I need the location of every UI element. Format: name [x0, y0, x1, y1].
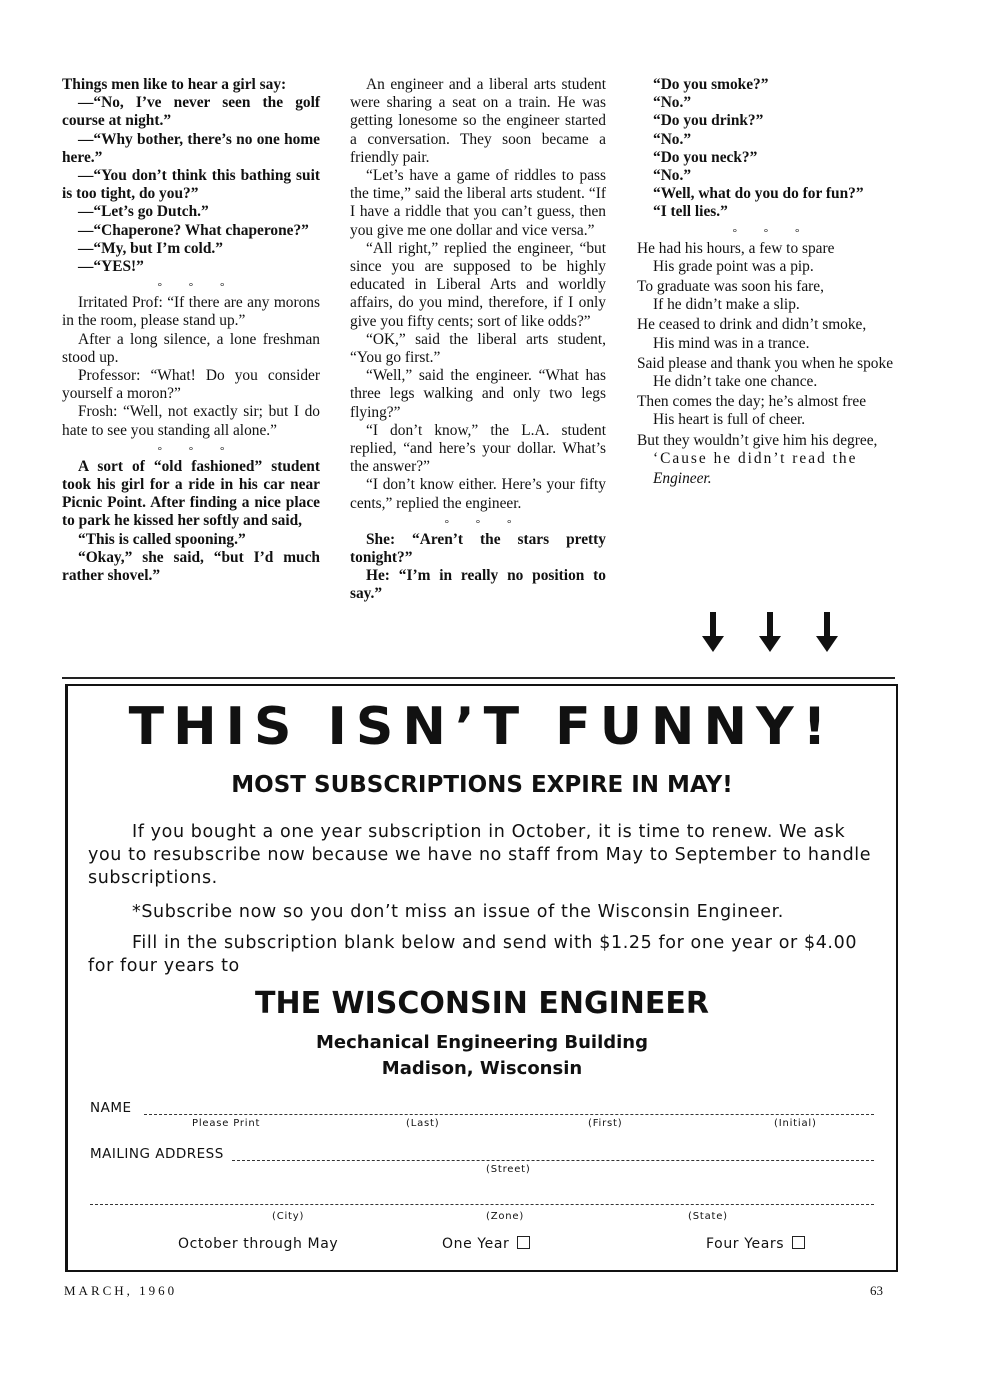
arrow-down-icon [757, 612, 783, 652]
joke-line: —“Why bother, there’s no one home here.” [62, 130, 320, 166]
joke-line: “I tell lies.” [653, 203, 728, 221]
org-name: THE WISCONSIN ENGINEER [255, 986, 709, 1021]
joke-paragraph: “This is called spooning.” [78, 530, 246, 548]
joke-paragraph: An engineer and a liberal arts student were sharing a seat on a train. He was getting lonesome so the engineer started a conversation. They soon became a friendly pair. [350, 76, 606, 166]
joke-line: “No.” [653, 167, 692, 185]
separator: ° ° ° [157, 444, 237, 457]
issue-date: MARCH, 1960 [64, 1283, 178, 1298]
joke-paragraph: “Well,” said the engineer. “What has three legs walking and only two legs flying?” [350, 367, 606, 421]
please-print-caption: Please Print [192, 1118, 261, 1129]
state-caption: (State) [688, 1211, 728, 1222]
subscription-ad [65, 684, 898, 1272]
poem-line: Said please and thank you when he spoke [637, 354, 894, 372]
page-number: 63 [870, 1283, 883, 1298]
poem-line: His grade point was a pip. [653, 257, 814, 275]
column-2 [350, 76, 606, 604]
poem-line: He had his hours, a few to spare [637, 239, 835, 257]
joke-intro: Things men like to hear a girl say: [62, 76, 287, 93]
joke-line: “Do you neck?” [653, 148, 758, 166]
joke-paragraph: “All right,” replied the engineer, “but since you are supposed to be highly educated in Liberal Arts and worldly affairs, do you mind, therefore, if I only give you fifty cents; sort of like odds?” [350, 239, 606, 330]
ad-paragraph: Fill in the subscription blank below and send with $1.25 for one year or $4.00 for four years to [88, 933, 858, 976]
separator: ° ° ° [157, 281, 237, 294]
joke-line: “No.” [653, 130, 692, 148]
joke-line: —“YES!” [78, 258, 144, 276]
city-caption: (City) [272, 1211, 305, 1222]
one-year-label: One Year [442, 1236, 510, 1252]
joke-line: “No.” [653, 94, 692, 112]
joke-paragraph: “Let’s have a game of riddles to pass the time,” said the liberal arts student. “If I have a riddle that you can’t guess, then you give me one dollar and vice versa.” [350, 167, 606, 239]
joke-line: —“No, I’ve never seen the golf course at night.” [62, 94, 320, 130]
initial-caption: (Initial) [774, 1118, 817, 1129]
street-field[interactable] [232, 1160, 874, 1161]
city-zone-state-field[interactable] [90, 1204, 874, 1205]
joke-line: —“My, but I’m cold.” [78, 239, 223, 257]
poem-line: His heart is full of cheer. [653, 411, 806, 429]
ad-subhead: MOST SUBSCRIPTIONS EXPIRE IN MAY! [231, 772, 733, 798]
first-name-caption: (First) [588, 1118, 623, 1129]
joke-paragraph: “I don’t know,” the L.A. student replied, “and here’s your dollar. What’s the answer?” [350, 421, 606, 476]
joke-line: “Do you drink?” [653, 112, 764, 130]
mailing-address-label: MAILING ADDRESS [90, 1146, 224, 1162]
poem-line: If he didn’t make a slip. [653, 296, 800, 314]
period-text: October through May [178, 1236, 339, 1252]
poem [637, 240, 895, 489]
joke-paragraph: Frosh: “Well, not exactly sir; but I do hate to see you standing all alone.” [62, 403, 320, 439]
joke-paragraph: Irritated Prof: “If there are any morons in the room, please stand up.” [62, 294, 320, 330]
name-label: NAME [90, 1100, 132, 1116]
joke-paragraph: “Okay,” she said, “but I’d much rather shovel.” [62, 548, 320, 585]
four-years-label: Four Years [706, 1236, 785, 1252]
ad-paragraph: *Subscribe now so you don’t miss an issue of the Wisconsin Engineer. [132, 902, 784, 922]
poem-line: Engineer. [653, 470, 712, 488]
joke-line: —“You don’t think this bathing suit is too tight, do you?” [62, 167, 320, 203]
joke-paragraph: “I don’t know either. Here’s your fifty cents,” replied the engineer. [350, 476, 606, 512]
poem-line: Then comes the day; he’s almost free [637, 393, 867, 411]
address-line: Mechanical Engineering Building [315, 1032, 649, 1053]
joke-line: —“Chaperone? What chaperone?” [78, 221, 309, 239]
four-years-checkbox[interactable] [792, 1236, 805, 1249]
street-caption: (Street) [486, 1164, 531, 1175]
poem-line: His mind was in a trance. [653, 334, 810, 352]
ad-paragraph: If you bought a one year subscription in October, it is time to renew. We ask you to resubscribe now because we have no staff from May to September to handle subscriptions. [88, 822, 872, 888]
separator: ° ° ° [444, 517, 524, 530]
poem-line: To graduate was soon his fare, [637, 278, 824, 296]
joke-paragraph: Professor: “What! Do you consider yourself a moron?” [62, 367, 320, 403]
one-year-checkbox[interactable] [517, 1236, 530, 1249]
joke-paragraph: “OK,” said the liberal arts student, “You go first.” [350, 330, 606, 367]
joke-paragraph: He: “I’m in really no position to say.” [350, 567, 606, 603]
name-field[interactable] [144, 1114, 874, 1115]
arrow-down-icon [700, 612, 726, 652]
separator: ° ° ° [732, 226, 812, 239]
column-3 [637, 76, 895, 488]
joke-paragraph: After a long silence, a lone freshman stood up. [62, 330, 320, 366]
joke-line: “Do you smoke?” [653, 76, 769, 93]
poem-line: But they wouldn’t give him his degree, [637, 431, 878, 449]
joke-line: —“Let’s go Dutch.” [78, 203, 209, 221]
one-year-option[interactable] [442, 1236, 530, 1252]
down-arrows [700, 612, 840, 652]
address-line: Madison, Wisconsin [381, 1058, 583, 1079]
divider [62, 677, 895, 679]
column-1 [62, 76, 320, 585]
zone-caption: (Zone) [486, 1211, 525, 1222]
arrow-down-icon [814, 612, 840, 652]
poem-line: ‘Cause he didn’t read the [653, 449, 858, 467]
joke-paragraph: A sort of “old fashioned” student took his girl for a ride in his car near Picnic Point. After finding a nice place to park he kissed her softly and said, [62, 457, 320, 530]
poem-line: He didn’t take one chance. [653, 373, 818, 391]
ad-headline: THIS ISN’T FUNNY! [128, 697, 836, 757]
poem-line: He ceased to drink and didn’t smoke, [637, 316, 867, 334]
four-years-option[interactable] [706, 1236, 805, 1252]
last-name-caption: (Last) [406, 1118, 440, 1129]
joke-paragraph: She: “Aren’t the stars pretty tonight?” [350, 530, 606, 567]
joke-line: “Well, what do you do for fun?” [653, 185, 864, 203]
